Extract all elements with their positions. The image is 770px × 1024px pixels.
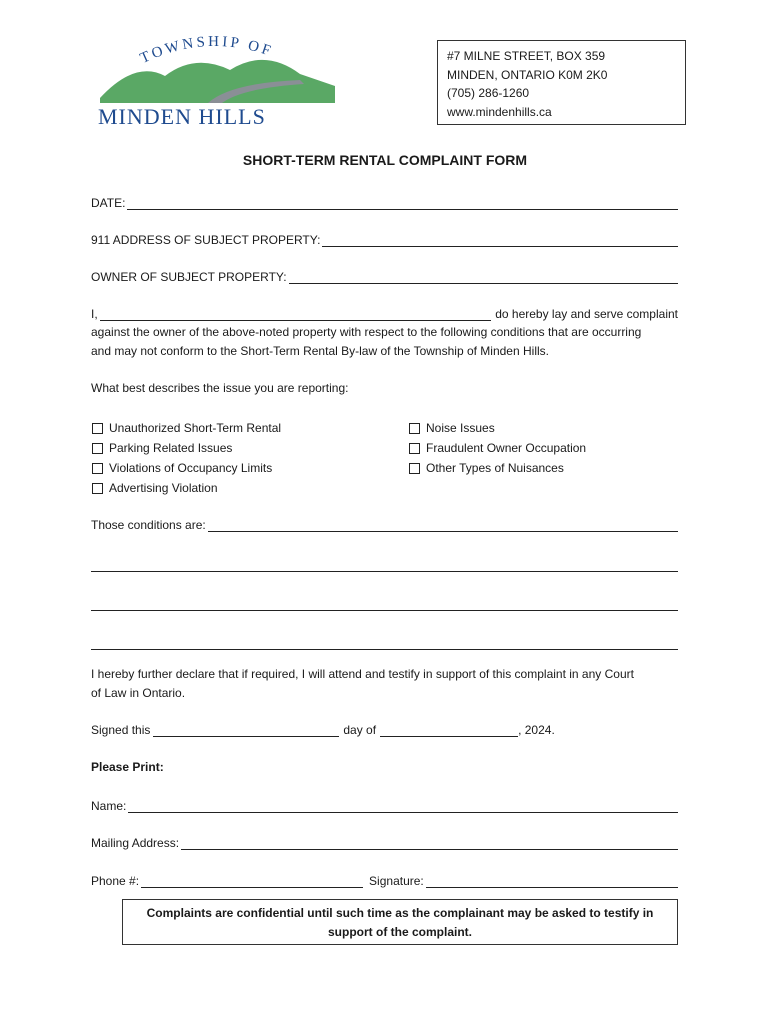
checkbox-parking-issues[interactable] [92,438,281,458]
issue-question: What best describes the issue you are reporting: [91,381,349,395]
testify-statement [91,665,681,703]
conditions-input-line[interactable] [91,638,678,650]
testify-line-1: I hereby further declare that if required, I will attend and testify in support of this complaint in any Court [91,667,634,681]
address-box [437,40,686,125]
declaration-body [91,323,681,361]
signed-middle: day of [343,723,377,737]
notice-line-1: Complaints are confidential until such time as the complainant may be asked to testify in [146,906,654,920]
declaration-suffix: do hereby lay and serve complaint [495,307,678,321]
checkbox-label: Violations of Occupancy Limits [109,461,273,475]
signature-input-line[interactable] [426,876,678,888]
checkbox-icon[interactable] [409,443,420,454]
logo-arc-text: TOWNSHIP OF [137,33,276,67]
please-print-heading: Please Print: [91,760,164,774]
declarant-name-input-line[interactable] [100,309,492,321]
checkbox-icon[interactable] [409,463,420,474]
checkbox-icon[interactable] [92,423,103,434]
mailing-address-field [91,834,678,850]
checkbox-other-nuisances[interactable] [409,458,586,478]
checkbox-label: Parking Related Issues [109,441,233,455]
date-input-line[interactable] [127,198,678,210]
signed-month-input-line[interactable] [380,725,518,737]
testify-line-2: of Law in Ontario. [91,686,186,700]
phone-number: (705) 286-1260 [447,86,530,100]
logo-name-text: MINDEN HILLS [98,104,266,128]
conditions-input-line[interactable] [208,520,678,532]
checkbox-icon[interactable] [409,423,420,434]
conditions-extra-line [91,556,678,572]
checkbox-group-left [92,418,281,498]
conditions-input-line[interactable] [91,560,678,572]
checkbox-label: Unauthorized Short-Term Rental [109,421,282,435]
checkbox-advertising-violation[interactable] [92,478,281,498]
conditions-extra-line [91,634,678,650]
checkbox-fraudulent-occupation[interactable] [409,438,586,458]
owner-label: OWNER OF SUBJECT PROPERTY: [91,270,287,284]
website-link[interactable]: www.mindenhills.ca [447,104,552,119]
notice-line-2: support of the complaint. [328,925,472,939]
checkbox-group-right [409,418,586,478]
signed-suffix: , 2024. [518,723,555,737]
checkbox-icon[interactable] [92,463,103,474]
checkbox-icon[interactable] [92,443,103,454]
owner-input-line[interactable] [289,272,678,284]
declaration-line-3: and may not conform to the Short-Term Rental By-law of the Township of Minden Hills. [91,344,549,358]
phone-input-line[interactable] [141,876,363,888]
declaration-line-1 [91,305,678,321]
address-label: 911 ADDRESS OF SUBJECT PROPERTY: [91,233,321,247]
form-title: SHORT-TERM RENTAL COMPLAINT FORM [242,152,528,168]
conditions-label: Those conditions are: [91,518,206,532]
signed-date-line [91,721,555,737]
checkbox-icon[interactable] [92,483,103,494]
checkbox-label: Noise Issues [426,421,495,435]
confidentiality-notice [122,899,678,945]
conditions-extra-line [91,595,678,611]
checkbox-occupancy-limits[interactable] [92,458,281,478]
signature-label: Signature: [369,874,424,888]
mailing-address-input-line[interactable] [181,838,678,850]
owner-field [91,268,678,284]
signed-day-input-line[interactable] [153,725,339,737]
mailing-address-label: Mailing Address: [91,836,180,850]
signed-prefix: Signed this [91,723,151,737]
name-label: Name: [91,799,127,813]
checkbox-label: Fraudulent Owner Occupation [426,441,587,455]
conditions-input-line[interactable] [91,599,678,611]
township-logo [90,28,340,128]
declaration-prefix: I, [91,307,98,321]
date-label: DATE: [91,196,126,210]
name-input-line[interactable] [128,801,678,813]
conditions-field [91,516,678,532]
date-field [91,194,678,210]
address-field [91,231,678,247]
checkbox-label: Advertising Violation [109,481,218,495]
phone-signature-row [91,872,678,888]
phone-label: Phone #: [91,874,140,888]
name-field [91,797,678,813]
address-line: #7 MILNE STREET, BOX 359 [447,49,606,63]
checkbox-unauthorized-rental[interactable] [92,418,281,438]
address-line: MINDEN, ONTARIO K0M 2K0 [447,67,608,82]
checkbox-noise-issues[interactable] [409,418,586,438]
address-input-line[interactable] [322,235,678,247]
declaration-line-2: against the owner of the above-noted property with respect to the following conditions that are occurring [91,325,642,339]
checkbox-label: Other Types of Nuisances [426,461,564,475]
